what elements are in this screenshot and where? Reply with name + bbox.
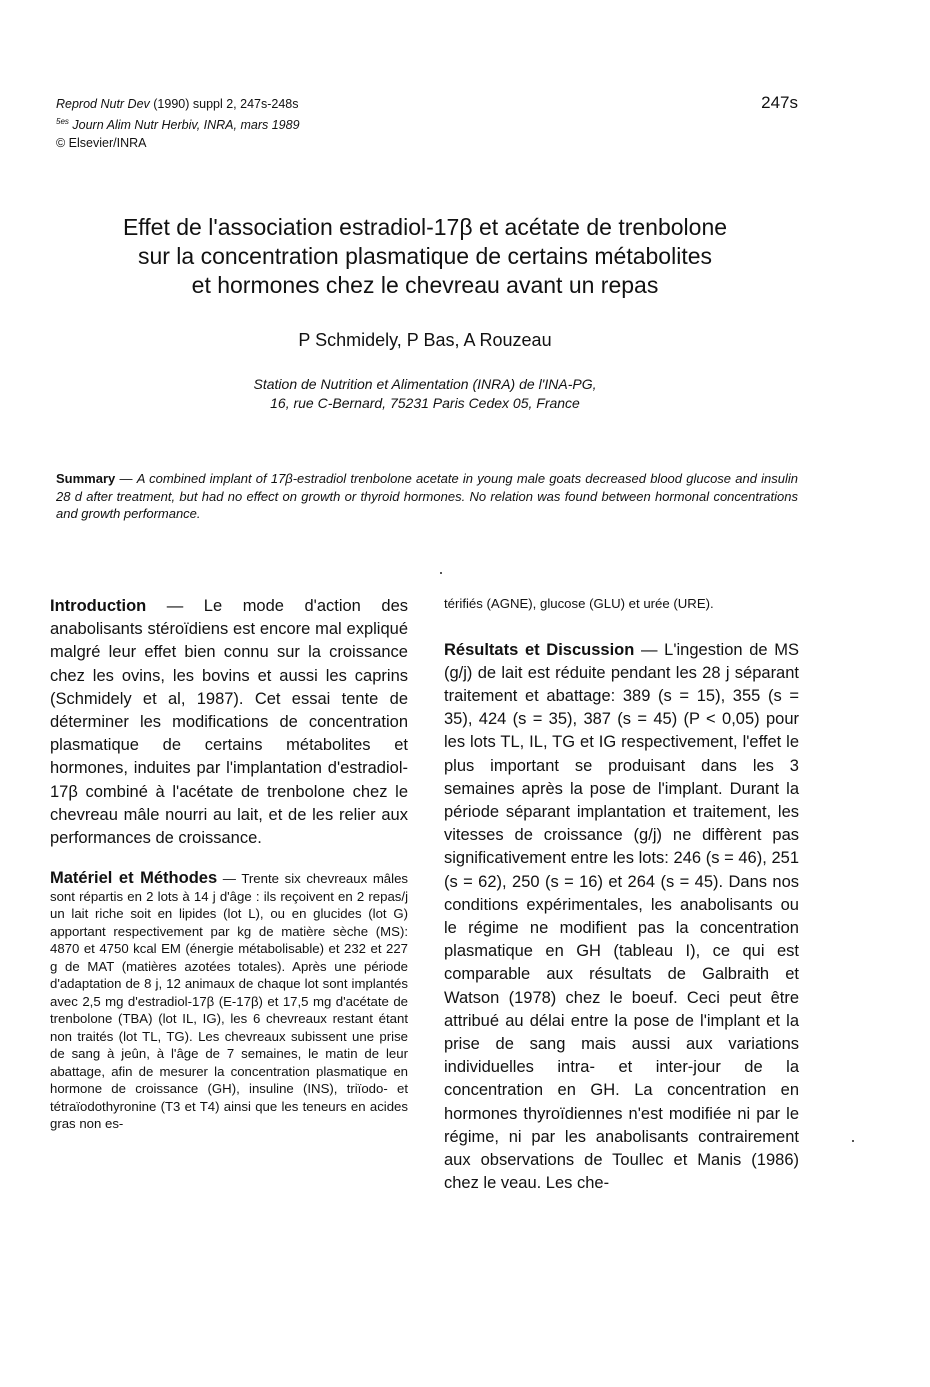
title-line-2: sur la concentration plasmatique de certains métabolites — [137, 243, 713, 269]
journal-ref: (1990) suppl 2, 247s-248s — [149, 97, 299, 111]
affiliation-line-2: 16, rue C-Bernard, 75231 Paris Cedex 05, France — [270, 395, 580, 411]
summary-dash: — — [115, 471, 137, 486]
article-title — [60, 213, 790, 300]
copyright: © Elsevier/INRA — [56, 136, 147, 151]
affiliation — [60, 375, 790, 413]
header-line-2 — [56, 113, 300, 134]
left-column — [50, 595, 408, 1133]
results-heading: Résultats et Discussion — [444, 640, 635, 659]
methods-heading: Matériel et Méthodes — [50, 869, 218, 888]
methods-continued: térifiés (AGNE), glucose (GLU) et urée (URE). — [444, 596, 714, 611]
title-line-3: et hormones chez le chevreau avant un repas — [191, 272, 659, 298]
introduction-paragraph — [50, 595, 408, 850]
conference-name: Journ Alim Nutr Herbiv, INRA, mars 1989 — [68, 118, 300, 133]
summary-label: Summary — [56, 471, 116, 486]
right-column — [444, 595, 799, 1195]
header-line-1 — [56, 95, 300, 113]
affiliation-line-1: Station de Nutrition et Alimentation (INRA) de l'INA-PG, — [253, 376, 597, 392]
title-line-1: Effet de l'association estradiol-17β et acétate de trenbolone — [122, 214, 728, 240]
header-sup: 5es — [56, 117, 69, 126]
results-text: — L'ingestion de MS (g/j) de lait est réduite pendant les 28 j séparant traitement et abattage: 389 (s = 15), 355 (s = 35), 424 (s = 35), 387 (s = 45) (P < 0,05) pour les lots TL, IL, TG et IG respectivement, l'effet le plus important se produisant dans les 3 semaines après la pose de l'implant. Durant la période séparant implantation et traitement, les vitesses de croissance (g/j) ne diffèrent pas significativement entre les lots: 246 (s = 46), 251 (s = 62), 250 (s = 16) et 264 (s = 45). Dans nos conditions expérimentales, les anabolisants ou le régime ne modifient pas la concentration plasmatique en GH (tableau I), ce qui est comparable aux résultats de Galbraith et Watson (1978) chez le boeuf. Ceci peut être attribué au délai entre la pose de l'implant et la prise de sang mais aussi aux variations individuelles intra- et inter-jour de la concentration en GH. La concentration en hormones thyroïdiennes n'est modifiée ni par le régime, ni par les anabolisants contrairement aux observations de Toullec et Manis (1986) chez le veau. Les che- — [444, 640, 799, 1193]
authors: P Schmidely, P Bas, A Rouzeau — [298, 330, 552, 350]
introduction-text: — Le mode d'action des anabolisants stéroïdiens est encore mal expliqué malgré leur effet bien connu sur la croissance chez les ovins, les bovins et aussi les caprins (Schmidely et al, 1987). Cet essai tente de déterminer les modifications de concentration plasmatique de certains métabolites et hormones, induites par l'implantation d'estradiol-17β combiné à l'acétate de trenbolone chez le chevreau mâle nourri au lait, et de les relier aux performances de croissance. — [50, 597, 408, 848]
introduction-heading: Introduction — [50, 597, 147, 615]
journal-header — [56, 95, 300, 152]
methods-text: — Trente six chevreaux mâles sont répartis en 2 lots à 14 j d'âge : ils reçoivent en 2 repas/j un lait riche soit en lipides (lot L), ou en glucides (lot G) apportant respectivement par kg de matière sèche (MS): 4870 et 4750 kcal EM (énergie métabolisable) et 232 et 227 g de MAT (matières azotées totales). Après une période d'adaptation de 8 j, 12 animaux de chaque lot sont implantés avec 2,5 mg d'estradiol-17β (E-17β) et 17,5 mg d'acétate de trenbolone (TBA) (lot IL, IG), les 6 chevreaux restant étant non traités (lot TL, TG). Les chevreaux subissent une prise de sang à jeûn, à l'âge de 7 semaines, le matin de leur abattage, afin de mesurer la concentration plasmatique en hormone de croissance (GH), insuline (INS), triïodo- et tétraïodothyronine (T3 et T4) ainsi que les teneurs en acides gras non es- — [50, 871, 408, 1132]
summary-text: A combined implant of 17β-estradiol trenbolone acetate in young male goats decreased blood glucose and insulin 28 d after treatment, but had no effect on growth or thyroid hormones. No relation was found between hormonal concentrations and growth performance. — [56, 471, 798, 521]
methods-paragraph — [50, 870, 408, 1133]
page-number: 247s — [761, 93, 798, 112]
journal-name: Reprod Nutr Dev — [56, 97, 150, 111]
summary — [56, 470, 798, 523]
speck — [852, 1140, 854, 1142]
results-paragraph — [444, 639, 799, 1196]
speck — [440, 572, 442, 574]
